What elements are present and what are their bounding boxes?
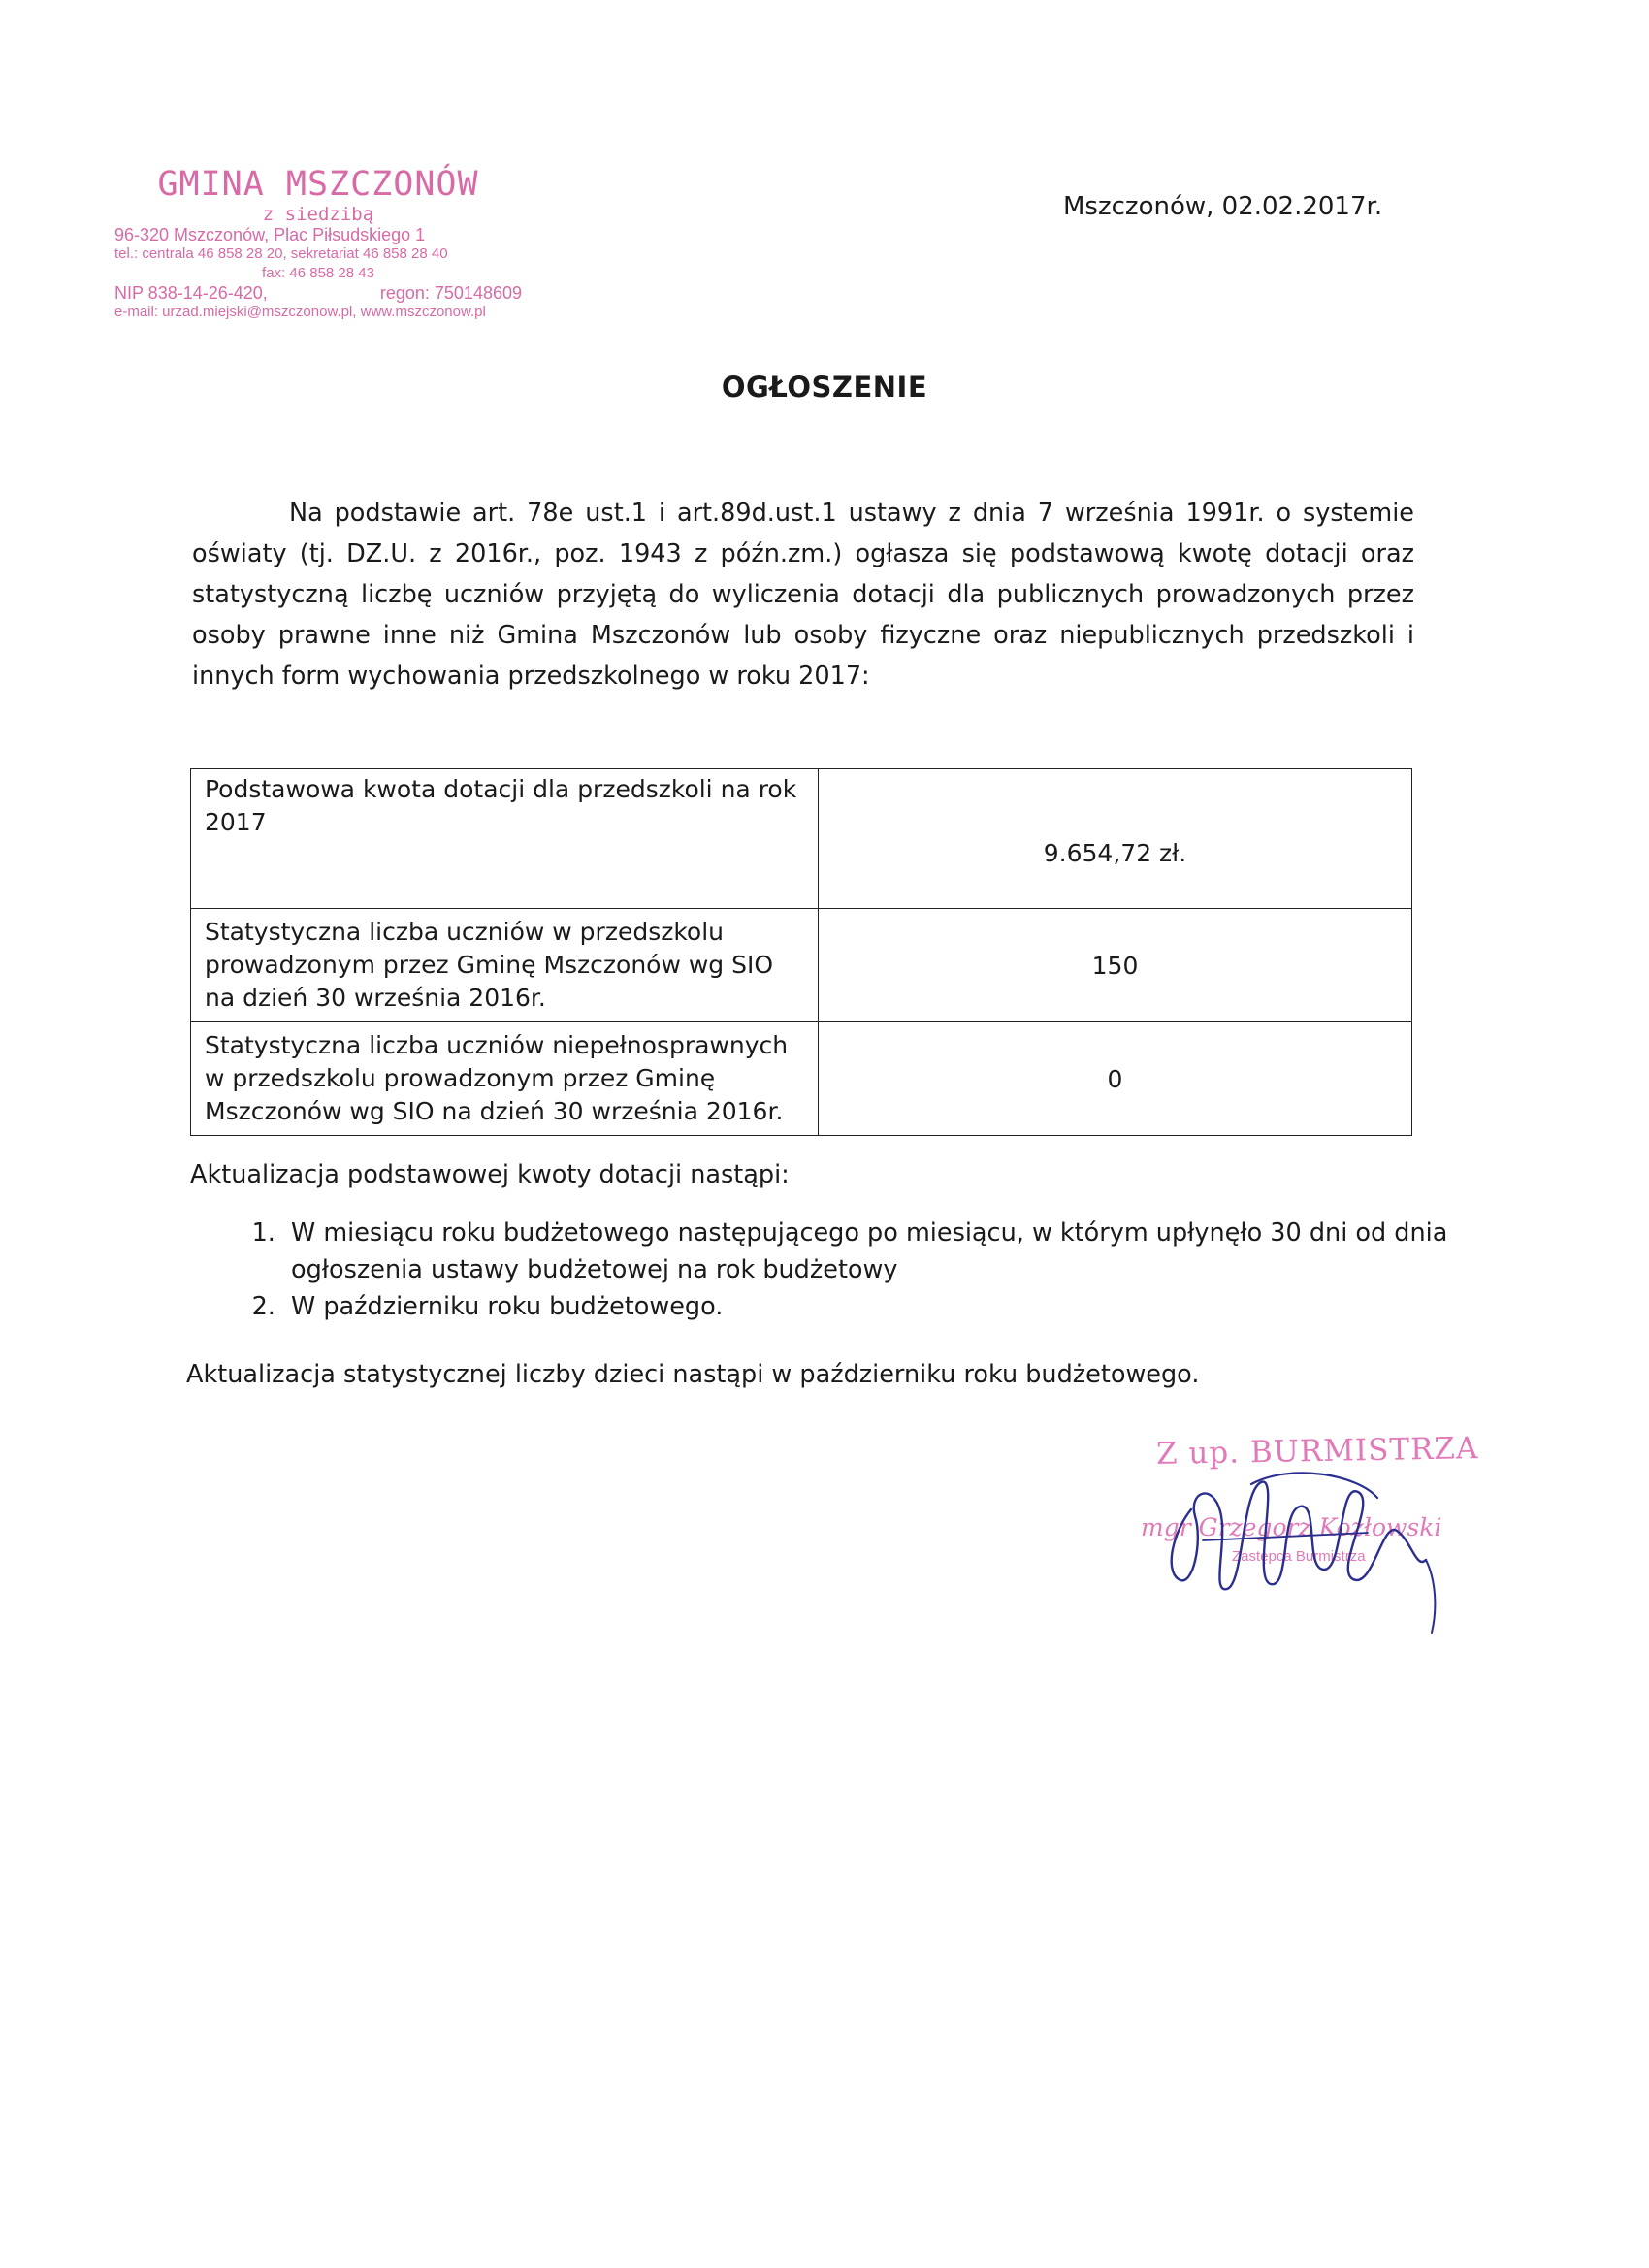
update-list: [233, 1215, 1476, 1325]
table-cell-value: 150: [819, 909, 1412, 1022]
org-regon: regon: 750148609: [379, 283, 522, 303]
intro-paragraph: Na podstawie art. 78e ust.1 i art.89d.ust.1 ustawy z dnia 7 września 1991r. o systemie oświaty (tj. DZ.U. z 2016r., poz. 1943 z późn.zm.) ogłasza się podstawową kwotę dotacji oraz statystyczną liczbę uczniów przyjętą do wyliczenia dotacji dla publicznych prowadzonych przez osoby prawne inne niż Gmina Mszczonów lub osoby fizyczne oraz niepublicznych przedszkoli i innych form wychowania przedszkolnego w roku 2017:: [192, 499, 1414, 691]
document-title: OGŁOSZENIE: [721, 371, 928, 404]
closing-statement: Aktualizacja statystycznej liczby dzieci nastąpi w październiku roku budżetowego.: [186, 1360, 1200, 1389]
seal-line-3: Zastępca Burmistrza: [1232, 1548, 1366, 1565]
official-seal: [1135, 1424, 1484, 1667]
list-item: 2. W październiku roku budżetowego.: [283, 1288, 1476, 1325]
update-intro: Aktualizacja podstawowej kwoty dotacji nastąpi:: [190, 1160, 790, 1189]
table-row: [191, 909, 1412, 1022]
org-nip: NIP 838-14-26-420,: [114, 283, 268, 303]
org-ids: [114, 283, 522, 303]
table-row: [191, 1022, 1412, 1136]
seal-line-1: Z up. BURMISTRZA: [1155, 1431, 1479, 1472]
letterhead-stamp: [114, 165, 522, 322]
org-name: GMINA MSZCZONÓW: [157, 165, 479, 204]
table-cell-label: Statystyczna liczba uczniów w przedszkolu prowadzonym przez Gminę Mszczonów wg SIO na dzień 30 września 2016r.: [191, 909, 819, 1022]
handwritten-signature: [1135, 1424, 1484, 1667]
table-cell-value: 9.654,72 zł.: [819, 769, 1412, 909]
seal-line-2: mgr Grzegorz Kozłowski: [1141, 1513, 1442, 1541]
org-address: 96-320 Mszczonów, Plac Piłsudskiego 1: [114, 225, 426, 244]
table-cell-value: 0: [819, 1022, 1412, 1136]
org-phones: tel.: centrala 46 858 28 20, sekretariat 46 858 28 40: [114, 245, 448, 262]
org-seat: z siedzibą: [262, 204, 374, 225]
document-date: Mszczonów, 02.02.2017r.: [1063, 192, 1383, 221]
list-item: 1. W miesiącu roku budżetowego następującego po miesiącu, w którym upłynęło 30 dni od dnia ogłoszenia ustawy budżetowej na rok budżetowy: [283, 1215, 1476, 1288]
table-cell-label: Statystyczna liczba uczniów niepełnosprawnych w przedszkolu prowadzonym przez Gminę Mszczonów wg SIO na dzień 30 września 2016r.: [191, 1022, 819, 1136]
intro-paragraph-block: [192, 493, 1414, 697]
org-email: e-mail: urzad.miejski@mszczonow.pl, www.mszczonow.pl: [114, 304, 486, 320]
table-cell-label: Podstawowa kwota dotacji dla przedszkoli na rok 2017: [191, 769, 819, 909]
subsidy-table: [190, 768, 1412, 1136]
org-fax: fax: 46 858 28 43: [262, 265, 374, 281]
table-row: [191, 769, 1412, 909]
